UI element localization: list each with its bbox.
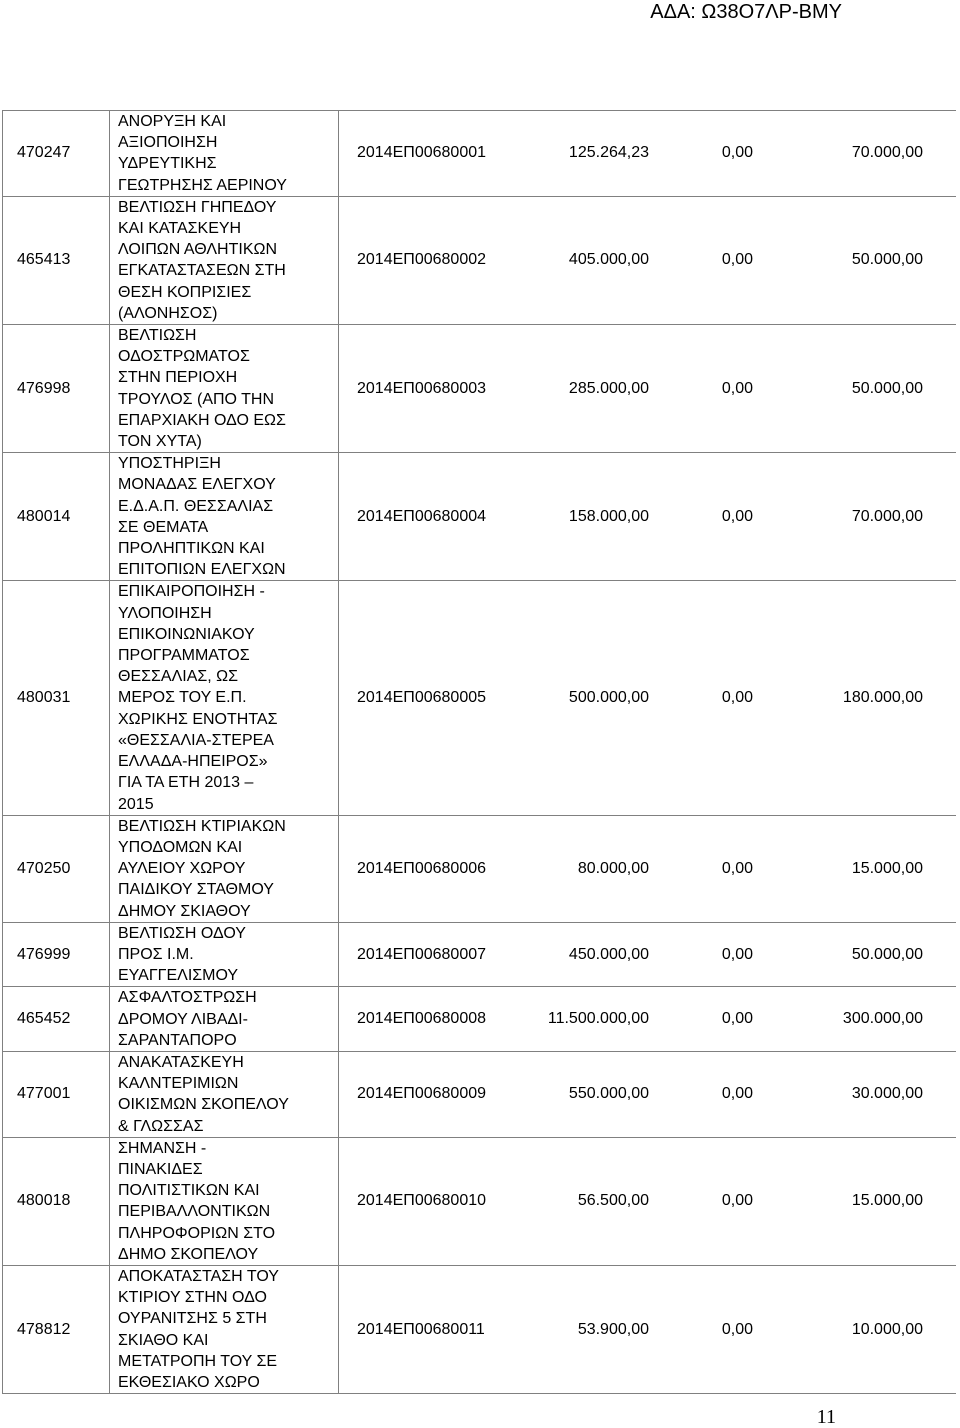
project-title-line: ΕΠΙΤΟΠΙΩΝ ΕΛΕΓΧΩΝ [118, 561, 286, 579]
project-budget: 158.000,00 [568, 507, 649, 525]
project-title [110, 196, 339, 324]
project-budget: 550.000,00 [568, 1085, 649, 1103]
project-title-line: ΓΙΑ ΤΑ ΕΤΗ 2013 – [118, 774, 254, 792]
project-budget: 285.000,00 [568, 379, 649, 397]
project-budget: 11.500.000,00 [547, 1010, 649, 1028]
project-amount: 180.000,00 [842, 689, 923, 707]
table-row [3, 815, 956, 922]
project-figures [339, 922, 956, 987]
project-title-line: ΕΠΙΚΟΙΝΩΝΙΑΚΟΥ [118, 625, 255, 643]
table-row [3, 111, 956, 197]
project-amount: 50.000,00 [851, 251, 923, 269]
project-title-line: ΚΑΛΝΤΕΡΙΜΙΩΝ [118, 1075, 239, 1093]
project-figures [339, 581, 956, 815]
project-title-line: ΘΕΣΣΑΛΙΑΣ, ΩΣ [118, 668, 239, 686]
project-title-line: ΓΕΩΤΡΗΣΗΣ ΑΕΡΙΝΟΥ [118, 176, 287, 194]
project-code: 478812 [3, 1265, 110, 1393]
project-title-line: ΑΠΟΚΑΤΑΣΤΑΣΗ ΤΟΥ [118, 1267, 279, 1285]
project-title-line: ΤΟΝ ΧΥΤΑ) [118, 433, 202, 451]
project-figures [339, 111, 956, 197]
project-title-line: ΑΝΑΚΑΤΑΣΚΕΥΗ [118, 1053, 244, 1071]
project-reference: 2014ΕΠ00680010 [357, 1192, 487, 1210]
project-figures [339, 453, 956, 581]
project-title-line: ΣΤΗΝ ΠΕΡΙΟΧΗ [118, 369, 238, 387]
project-title-line: ΠΙΝΑΚΙΔΕΣ [118, 1160, 203, 1178]
project-code: 480018 [3, 1137, 110, 1265]
project-reference: 2014ΕΠ00680011 [357, 1320, 485, 1338]
project-amount: 300.000,00 [842, 1010, 923, 1028]
project-paid: 0,00 [721, 689, 753, 707]
project-paid: 0,00 [721, 1010, 753, 1028]
project-figures [339, 1137, 956, 1265]
project-reference: 2014ΕΠ00680003 [357, 379, 487, 397]
project-amount: 30.000,00 [851, 1085, 923, 1103]
project-figures [339, 196, 956, 324]
project-amount: 15.000,00 [851, 859, 923, 877]
project-title-line: ΟΔΟΣΤΡΩΜΑΤΟΣ [118, 348, 250, 366]
project-title-line: ΕΠΙΚΑΙΡΟΠΟΙΗΣΗ - [118, 583, 265, 601]
project-reference: 2014ΕΠ00680005 [357, 689, 487, 707]
project-budget: 80.000,00 [577, 859, 649, 877]
project-budget: 450.000,00 [568, 945, 649, 963]
project-title [110, 815, 339, 922]
project-title-line: ΒΕΛΤΙΩΣΗ [118, 327, 197, 345]
project-code: 476998 [3, 325, 110, 453]
project-title-line: ΥΠΟΣΤΗΡΙΞΗ [118, 455, 221, 473]
project-title-line: ΟΥΡΑΝΙΤΣΗΣ 5 ΣΤΗ [118, 1310, 267, 1328]
project-title-line: & ΓΛΩΣΣΑΣ [118, 1117, 204, 1135]
project-amount: 15.000,00 [851, 1192, 923, 1210]
project-title-line: ΠΡΟΣ Ι.Μ. [118, 945, 194, 963]
table-row [3, 922, 956, 987]
project-title-line: ΠΛΗΡΟΦΟΡΙΩΝ ΣΤΟ [118, 1224, 276, 1242]
project-title-line: ΠΟΛΙΤΙΣΤΙΚΩΝ ΚΑΙ [118, 1182, 260, 1200]
project-code: 465452 [3, 987, 110, 1052]
project-title-line: (ΑΛΟΝΗΣΟΣ) [118, 304, 218, 322]
project-reference: 2014ΕΠ00680007 [357, 945, 487, 963]
project-title [110, 111, 339, 197]
project-title [110, 1265, 339, 1393]
project-title-line: ΧΩΡΙΚΗΣ ΕΝΟΤΗΤΑΣ [118, 710, 278, 728]
project-paid: 0,00 [721, 945, 753, 963]
project-amount: 10.000,00 [851, 1320, 923, 1338]
project-title-line: 2015 [118, 795, 154, 813]
project-title-line: ΣΚΙΑΘΟ ΚΑΙ [118, 1331, 209, 1349]
project-title-line: ΠΕΡΙΒΑΛΛΟΝΤΙΚΩΝ [118, 1203, 271, 1221]
table-row [3, 1265, 956, 1393]
project-amount: 70.000,00 [851, 144, 923, 162]
project-title-line: ΔΗΜΟ ΣΚΟΠΕΛΟΥ [118, 1245, 259, 1263]
project-title-line: ΕΚΘΕΣΙΑΚΟ ΧΩΡΟ [118, 1373, 260, 1391]
project-title-line: ΣΑΡΑΝΤΑΠΟΡΟ [118, 1031, 237, 1049]
project-code: 477001 [3, 1051, 110, 1137]
project-reference: 2014ΕΠ00680008 [357, 1010, 487, 1028]
project-title-line: ΚΑΙ ΚΑΤΑΣΚΕΥΗ [118, 220, 242, 238]
project-budget: 500.000,00 [568, 689, 649, 707]
table-row [3, 1051, 956, 1137]
project-reference: 2014ΕΠ00680009 [357, 1085, 487, 1103]
project-reference: 2014ΕΠ00680006 [357, 859, 487, 877]
project-title-line: ΑΣΦΑΛΤΟΣΤΡΩΣΗ [118, 989, 257, 1007]
project-title [110, 1051, 339, 1137]
table-row [3, 1137, 956, 1265]
project-budget: 53.900,00 [577, 1320, 649, 1338]
project-code: 470247 [3, 111, 110, 197]
project-title-line: ΑΝΟΡΥΞΗ ΚΑΙ [118, 113, 227, 130]
project-paid: 0,00 [721, 859, 753, 877]
project-title-line: ΜΟΝΑΔΑΣ ΕΛΕΓΧΟΥ [118, 476, 276, 494]
project-budget: 125.264,23 [568, 144, 649, 162]
table-row [3, 453, 956, 581]
project-figures [339, 1051, 956, 1137]
project-paid: 0,00 [721, 507, 753, 525]
project-amount: 50.000,00 [851, 945, 923, 963]
project-figures [339, 325, 956, 453]
project-title-line: ΔΡΟΜΟΥ ΛΙΒΑΔΙ- [118, 1010, 248, 1028]
project-code: 480031 [3, 581, 110, 815]
project-title-line: ΕΓΚΑΤΑΣΤΑΣΕΩΝ ΣΤΗ [118, 262, 286, 280]
project-title-line: ΒΕΛΤΙΩΣΗ ΓΗΠΕΔΟΥ [118, 198, 277, 216]
project-title-line: ΠΑΙΔΙΚΟΥ ΣΤΑΘΜΟΥ [118, 881, 274, 899]
project-amount: 50.000,00 [851, 379, 923, 397]
project-title-line: ΥΠΟΔΟΜΩΝ ΚΑΙ [118, 838, 243, 856]
project-reference: 2014ΕΠ00680002 [357, 251, 487, 269]
project-budget: 405.000,00 [568, 251, 649, 269]
table-row [3, 325, 956, 453]
project-title-line: ΤΡΟΥΛΟΣ (ΑΠΟ ΤΗΝ [118, 390, 275, 408]
project-title-line: ΒΕΛΤΙΩΣΗ ΟΔΟΥ [118, 924, 246, 942]
page-number: 11 [816, 1406, 836, 1428]
project-figures [339, 987, 956, 1052]
table-row [3, 581, 956, 815]
project-title-line: «ΘΕΣΣΑΛΙΑ-ΣΤΕΡΕΑ [118, 731, 274, 749]
project-title-line: ΑΥΛΕΙΟΥ ΧΩΡΟΥ [118, 860, 246, 878]
project-title-line: ΕΛΛΑΔΑ-ΗΠΕΙΡΟΣ» [118, 753, 268, 771]
project-paid: 0,00 [721, 1192, 753, 1210]
project-paid: 0,00 [721, 251, 753, 269]
project-title-line: ΥΔΡΕΥΤΙΚΗΣ [118, 155, 217, 173]
project-title-line: ΠΡΟΛΗΠΤΙΚΩΝ ΚΑΙ [118, 540, 265, 558]
project-title [110, 922, 339, 987]
project-title-line: ΠΡΟΓΡΑΜΜΑΤΟΣ [118, 647, 250, 665]
ada-identifier: ΑΔΑ: Ω38Ο7ΛΡ-ΒΜΥ [650, 1, 842, 23]
project-title-line: ΜΕΡΟΣ ΤΟΥ Ε.Π. [118, 689, 247, 707]
project-paid: 0,00 [721, 1320, 753, 1338]
project-title-line: ΣΕ ΘΕΜΑΤΑ [118, 518, 209, 536]
project-title [110, 453, 339, 581]
project-title-line: ΘΕΣΗ ΚΟΠΡΙΣΙΕΣ [118, 283, 252, 301]
project-title [110, 325, 339, 453]
project-title-line: ΛΟΙΠΩΝ ΑΘΛΗΤΙΚΩΝ [118, 241, 278, 259]
project-paid: 0,00 [721, 379, 753, 397]
project-title-line: ΔΗΜΟΥ ΣΚΙΑΘΟΥ [118, 902, 251, 920]
project-figures [339, 1265, 956, 1393]
project-title-line: ΕΥΑΓΓΕΛΙΣΜΟΥ [118, 967, 239, 985]
project-title-line: ΑΞΙΟΠΟΙΗΣΗ [118, 134, 218, 152]
project-title-line: ΒΕΛΤΙΩΣΗ ΚΤΙΡΙΑΚΩΝ [118, 817, 286, 835]
table-row [3, 987, 956, 1052]
project-code: 480014 [3, 453, 110, 581]
project-title [110, 1137, 339, 1265]
project-title-line: ΟΙΚΙΣΜΩΝ ΣΚΟΠΕΛΟΥ [118, 1096, 289, 1114]
project-title [110, 987, 339, 1052]
project-code: 476999 [3, 922, 110, 987]
project-budget: 56.500,00 [577, 1192, 649, 1210]
project-title-line: ΕΠΑΡΧΙΑΚΗ ΟΔΟ ΕΩΣ [118, 411, 286, 429]
project-code: 465413 [3, 196, 110, 324]
table-row [3, 196, 956, 324]
project-title-line: ΜΕΤΑΤΡΟΠΗ ΤΟΥ ΣΕ [118, 1352, 278, 1370]
projects-table [2, 110, 956, 1394]
project-amount: 70.000,00 [851, 507, 923, 525]
project-figures [339, 815, 956, 922]
projects-table-body [3, 111, 956, 1394]
project-reference: 2014ΕΠ00680001 [357, 144, 487, 162]
project-reference: 2014ΕΠ00680004 [357, 507, 487, 525]
project-title-line: ΥΛΟΠΟΙΗΣΗ [118, 604, 212, 622]
project-title-line: Ε.Δ.Α.Π. ΘΕΣΣΑΛΙΑΣ [118, 497, 274, 515]
project-code: 470250 [3, 815, 110, 922]
project-title-line: ΚΤΙΡΙΟΥ ΣΤΗΝ ΟΔΟ [118, 1289, 267, 1307]
project-title [110, 581, 339, 815]
project-paid: 0,00 [721, 1085, 753, 1103]
project-title-line: ΣΗΜΑΝΣΗ - [118, 1139, 207, 1157]
project-paid: 0,00 [721, 144, 753, 162]
